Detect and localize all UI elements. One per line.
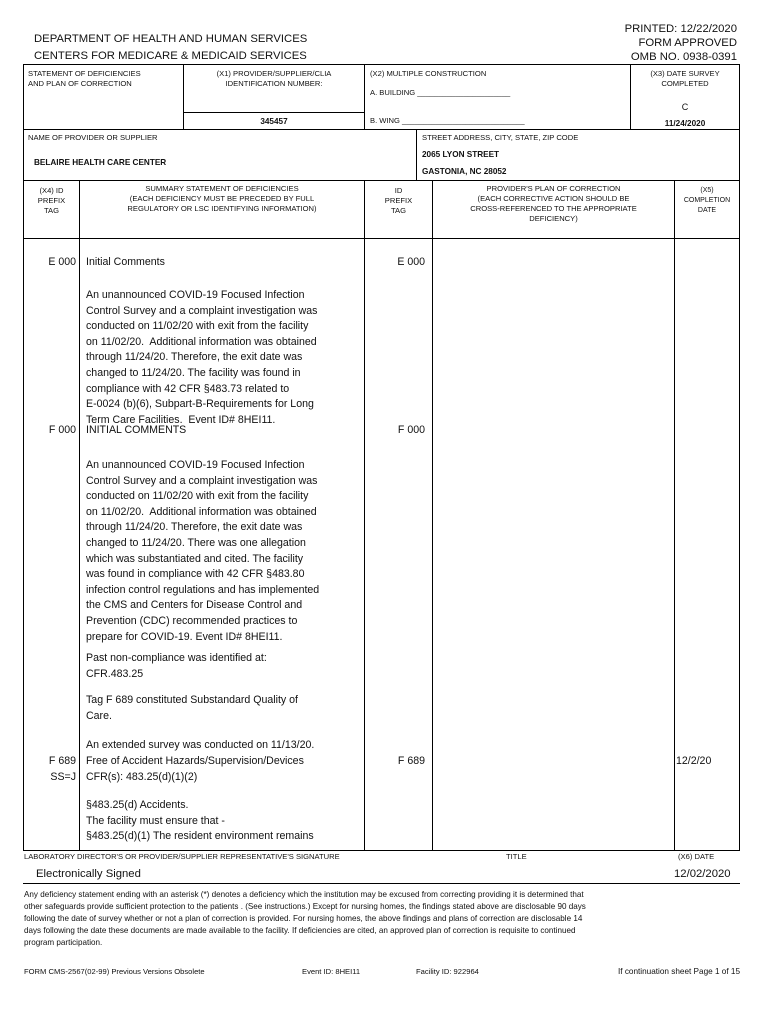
department-title: DEPARTMENT OF HEALTH AND HUMAN SERVICES [34,33,308,45]
street-address: 2065 LYON STREET [422,150,500,159]
signature-label: LABORATORY DIRECTOR'S OR PROVIDER/SUPPLIER REPRESENTATIVE'S SIGNATURE [24,852,340,861]
x4-header: (X4) ID PREFIX TAG [37,186,66,215]
disclaimer-text: Any deficiency statement ending with an asterisk (*) denotes a deficiency which the institution may be excused from correcting providing it is determined that other safeguards provide sufficient protection to the patients . (See instructions.) Except for nursing homes, the findings stated above are disclosable 90 days following the date of survey whether or not a plan of correction is provided. For nursing homes, the above findings and plans of correction are disclosable 14 days following the date these documents are made available to the facility. If deficiencies are cited, an approved plan of correction is requisite to continued program participation. [24,890,586,947]
id-tag-e000: E 000 [397,256,425,268]
survey-date: 11/24/2020 [664,119,706,128]
provider-label: NAME OF PROVIDER OR SUPPLIER [28,133,158,142]
entry-title-f000: INITIAL COMMENTS [86,424,187,436]
address-label: STREET ADDRESS, CITY, STATE, ZIP CODE [422,133,579,142]
id-header: ID PREFIX TAG [384,186,413,215]
x5-header: (X5) COMPLETION DATE [683,187,731,214]
printed-date: PRINTED: 12/22/2020 [624,23,737,35]
footer-form-number: FORM CMS-2567(02-99) Previous Versions Obsolete [24,967,205,976]
x1-label: (X1) PROVIDER/SUPPLIER/CLIA IDENTIFICATION NUMBER: [216,69,332,88]
entry-text-f689: Free of Accident Hazards/Supervision/Devices CFR(s): 483.25(d)(1)(2) [86,755,304,783]
entry-title-e000: Initial Comments [86,256,165,268]
footer-event-id: Event ID: 8HEI11 [302,967,361,976]
x3-label: (X3) DATE SURVEY COMPLETED [650,69,720,88]
agency-title: CENTERS FOR MEDICARE & MEDICAID SERVICES [34,50,307,62]
statement-label: STATEMENT OF DEFICIENCIES AND PLAN OF CORRECTION [28,69,141,88]
city-state-zip: GASTONIA, NC 28052 [422,167,507,176]
signature-date: 12/02/2020 [674,868,731,880]
tag-f000: F 000 [48,424,76,436]
x2-label: (X2) MULTIPLE CONSTRUCTION [370,69,487,78]
signature-value: Electronically Signed [36,868,141,880]
footer-page-number: If continuation sheet Page 1 of 15 [618,967,740,976]
provider-id: 345457 [260,117,288,126]
plan-header: PROVIDER'S PLAN OF CORRECTION (EACH CORRECTIVE ACTION SHOULD BE CROSS-REFERENCED TO THE APPROPRIATE DEFICIENCY) [470,184,637,223]
tag-e000: E 000 [48,256,76,268]
entry-text-f000-extended: An extended survey was conducted on 11/13/20. [86,739,315,751]
entry-text-f689-accidents: §483.25(d) Accidents. The facility must ensure that - §483.25(d)(1) The resident environment remains [86,799,314,843]
date-label: (X6) DATE [678,852,715,861]
entry-text-e000: An unannounced COVID-19 Focused Infection Control Survey and a complaint investigation was conducted on 11/02/20 with exit from the facility on 11/02/20. Additional information was obtained through 11/24/20. Therefore, the exit date was changed to 11/24/20. The facility was found in compliance with 42 CFR §483.73 related to E-0024 (b)(6), Subpart-B-Requirements for Long Term Care Facilities. Event ID# 8HEI11. [86,289,318,426]
provider-name: BELAIRE HEALTH CARE CENTER [34,158,167,167]
id-tag-f689: F 689 [397,755,425,767]
severity-f689: SS=J [50,771,76,783]
summary-header: SUMMARY STATEMENT OF DEFICIENCIES (EACH DEFICIENCY MUST BE PRECEDED BY FULL REGULATORY OR LSC IDENTIFYING INFORMATION) [127,184,317,213]
entry-text-f000-tag-note: Tag F 689 constituted Substandard Quality of Care. [86,694,299,722]
x2-wing: B. WING _____________________________ [370,116,525,125]
completion-date-f689: 12/2/20 [676,755,712,767]
id-tag-f000: F 000 [397,424,425,436]
omb-number: OMB NO. 0938-0391 [630,51,737,63]
entry-text-f000: An unannounced COVID-19 Focused Infection Control Survey and a complaint investigation was conducted on 11/02/20 with exit from the facility on 11/02/20. Additional information was obtained through 11/24/20. Therefore, the exit date was changed to 11/24/20. There was one allegation which was substantiated and cited. The facility was found in compliance with 42 CFR §483.80 infection control regulations and has implemented the CMS and Centers for Disease Control and Prevention (CDC) recommended practices to prepare for COVID-19. Event ID# 8HEI11. [86,459,320,643]
form-approved: FORM APPROVED [638,37,737,49]
x3-code: C [681,102,689,112]
tag-f689: F 689 [48,755,76,767]
entry-text-f000-noncompliance: Past non-compliance was identified at: CFR.483.25 [86,652,267,680]
title-label: TITLE [506,852,527,861]
footer-facility-id: Facility ID: 922964 [416,967,479,976]
x2-building: A. BUILDING ______________________ [370,88,511,97]
